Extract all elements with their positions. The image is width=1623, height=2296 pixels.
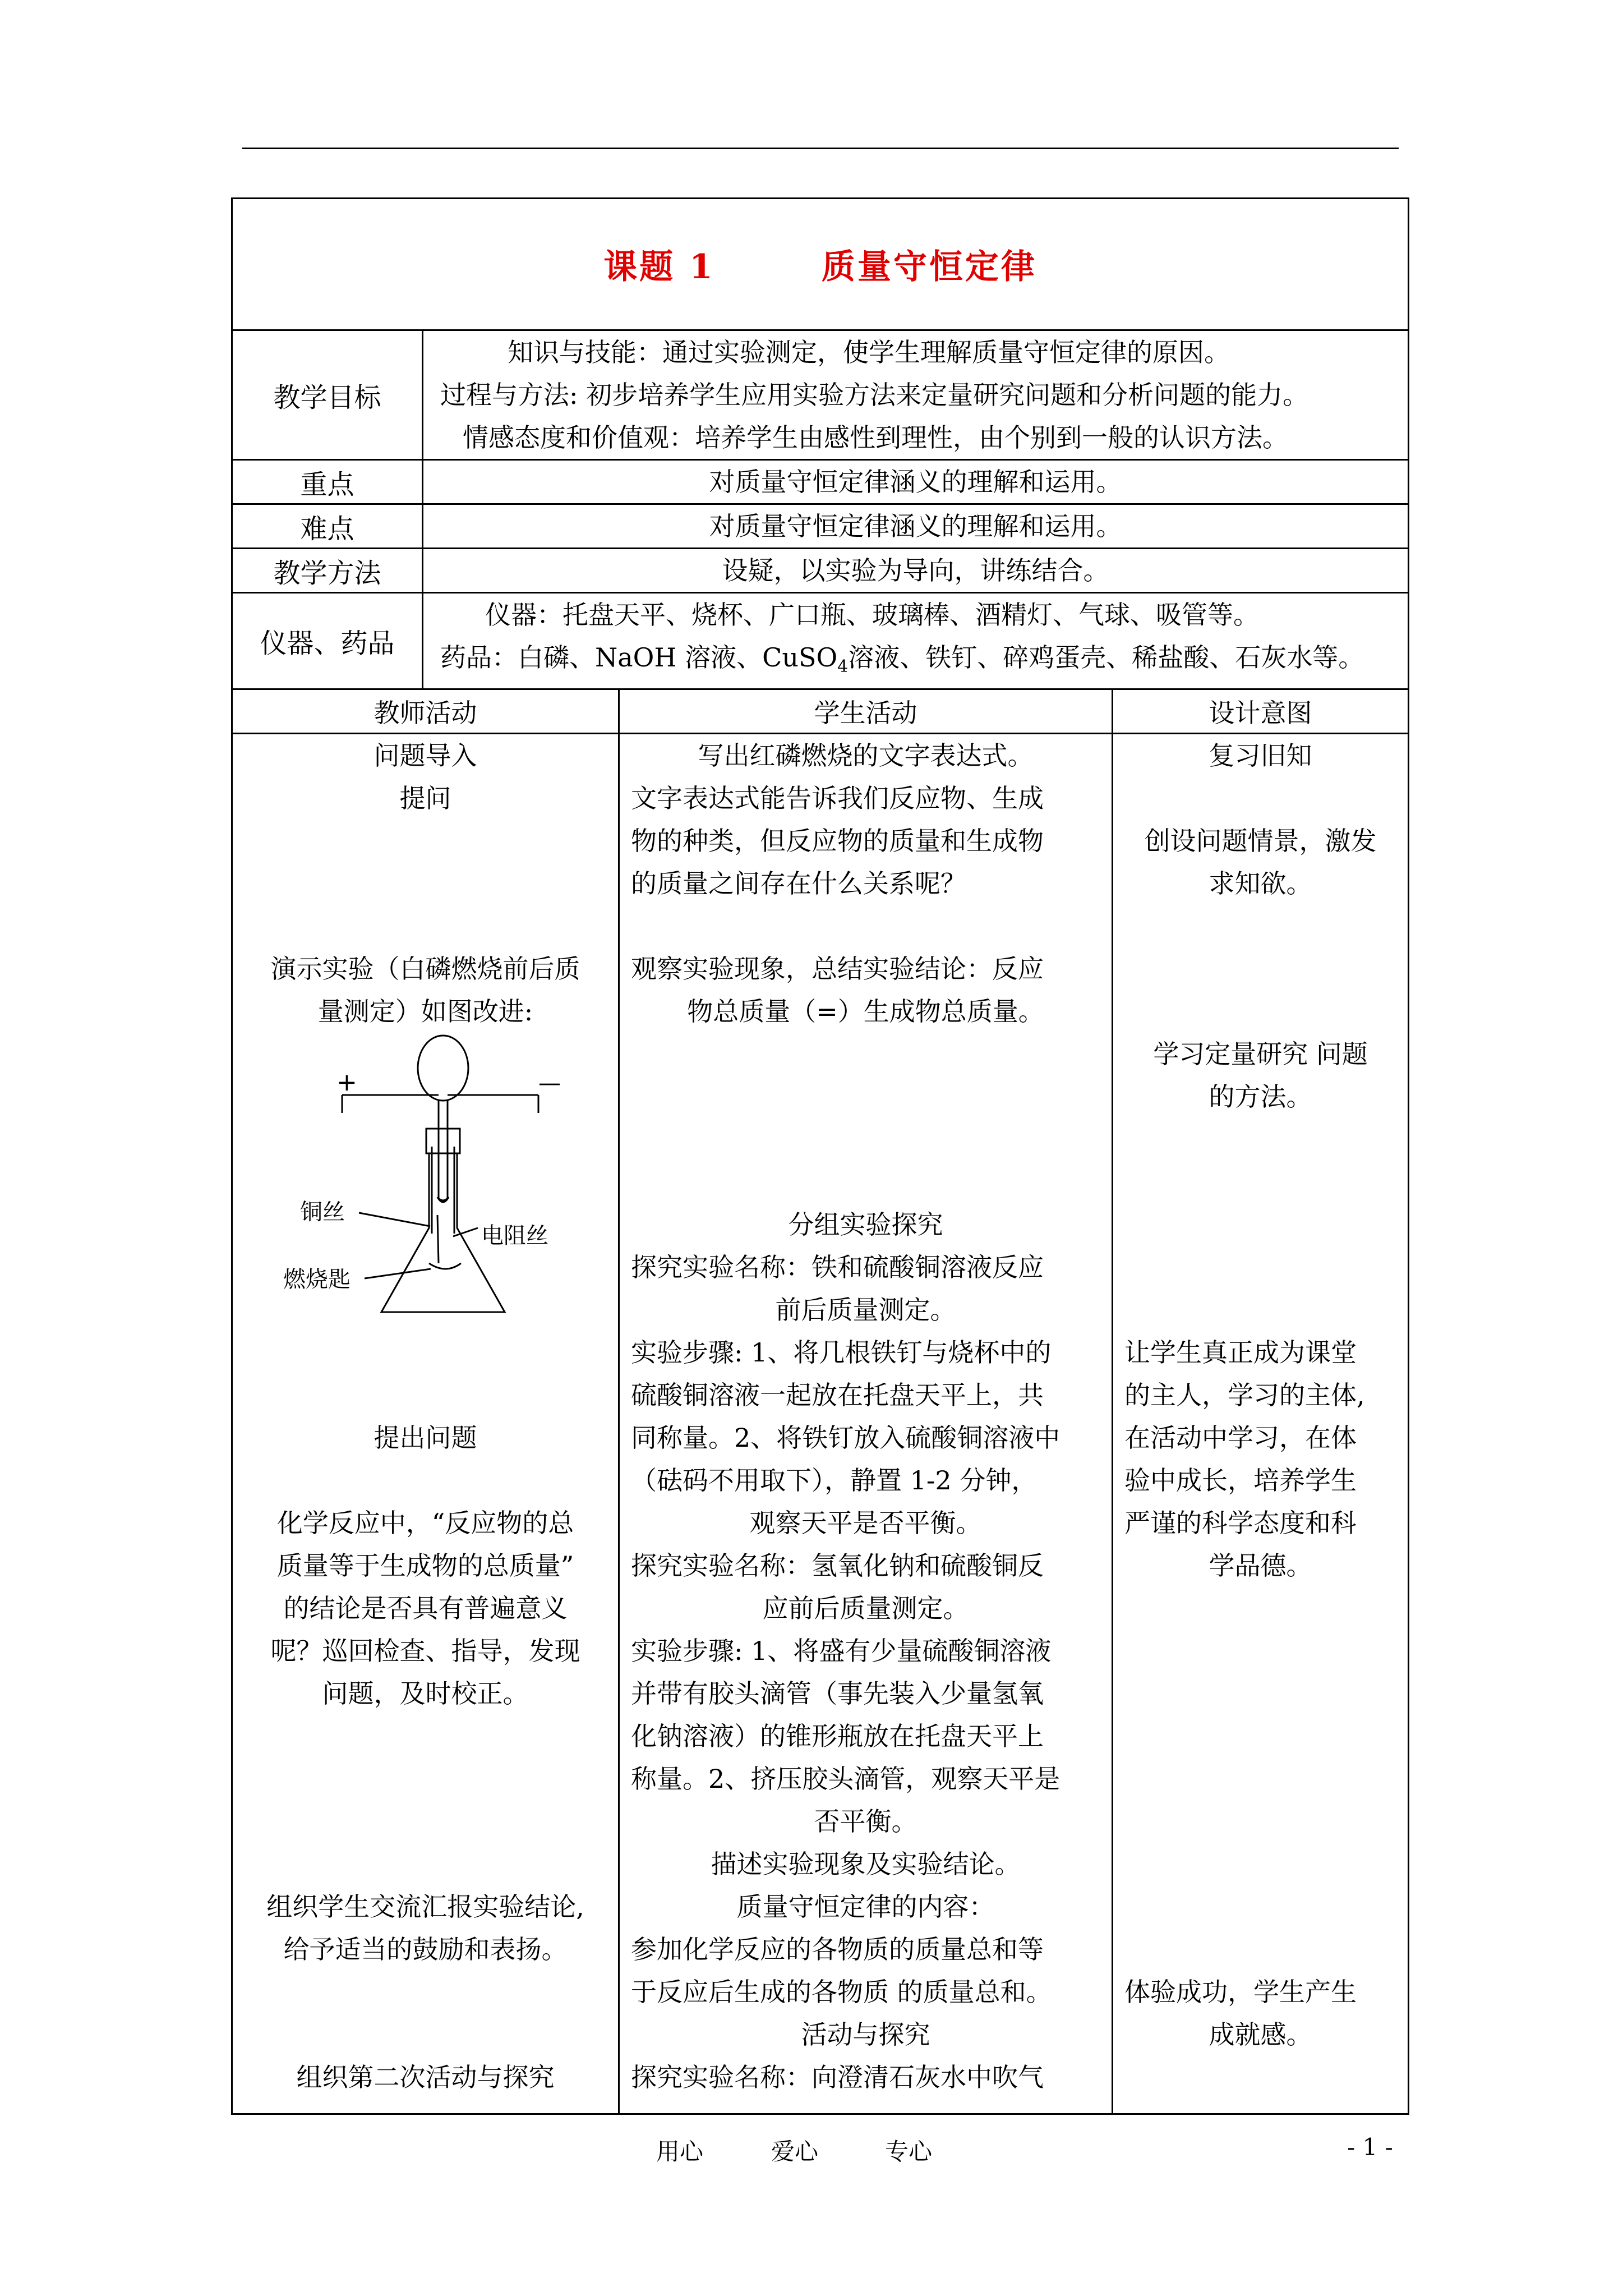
student-line: 物的种类，但反应物的质量和生成物 bbox=[631, 826, 1044, 857]
apparatus-diagram bbox=[275, 1034, 589, 1326]
header-student: 学生活动 bbox=[619, 689, 1113, 734]
design-line: 体验成功，学生产生 bbox=[1124, 1977, 1357, 2008]
footer-text-3: 专心 bbox=[885, 2138, 933, 2165]
teacher-line: 演示实验（白磷燃烧前后质 bbox=[270, 954, 580, 984]
student-line: 否平衡。 bbox=[814, 1806, 917, 1837]
header-rule bbox=[242, 148, 1399, 149]
teacher-line: 组织学生交流汇报实验结论, bbox=[266, 1892, 584, 1922]
copper-wire-label: 铜丝 bbox=[300, 1199, 345, 1226]
student-line: 质量守恒定律的内容： bbox=[736, 1892, 995, 1922]
teacher-column bbox=[232, 734, 619, 2114]
student-line: 称量。2、挤压胶头滴管，观察天平是 bbox=[631, 1764, 1061, 1795]
student-line: 前后质量测定。 bbox=[775, 1295, 956, 1326]
design-column bbox=[1113, 734, 1409, 2114]
resistance-wire-label: 电阻丝 bbox=[481, 1223, 548, 1249]
student-line: （砝码不用取下），静置 1-2 分钟， bbox=[631, 1465, 1038, 1496]
difficulty-value: 对质量守恒定律涵义的理解和运用。 bbox=[423, 504, 1409, 549]
method-label: 教学方法 bbox=[232, 549, 423, 593]
method-value: 设疑，以实验为导向，讲练结合。 bbox=[423, 549, 1409, 593]
design-line: 的方法。 bbox=[1209, 1082, 1312, 1112]
footer-text-1: 用心 bbox=[656, 2138, 704, 2165]
equipment-label: 仪器、药品 bbox=[232, 593, 423, 689]
teacher-line: 给予适当的鼓励和表扬。 bbox=[283, 1934, 568, 1965]
teacher-line: 问题导入 bbox=[374, 740, 477, 771]
student-line: 探究实验名称：氢氧化钠和硫酸铜反 bbox=[631, 1550, 1044, 1581]
key-point-label: 重点 bbox=[232, 460, 423, 504]
difficulty-label: 难点 bbox=[232, 504, 423, 549]
student-line: 分组实验探究 bbox=[788, 1209, 943, 1240]
student-line: 硫酸铜溶液一起放在托盘天平上，共 bbox=[631, 1380, 1044, 1411]
student-line: 应前后质量测定。 bbox=[762, 1593, 969, 1624]
design-line: 求知欲。 bbox=[1209, 868, 1312, 899]
equipment-value: 仪器：托盘天平、烧杯、广口瓶、玻璃棒、酒精灯、气球、吸管等。 药品：白磷、NaOH 溶液、CuSO$_4$溶液、铁钉、碎鸡蛋壳、稀盐酸、石灰水等。 bbox=[423, 593, 1409, 689]
teacher-line: 质量等于生成物的总质量” bbox=[276, 1550, 574, 1581]
student-line: 描述实验现象及实验结论。 bbox=[711, 1849, 1021, 1880]
key-point-value: 对质量守恒定律涵义的理解和运用。 bbox=[423, 460, 1409, 504]
student-line: 参加化学反应的各物质的质量总和等 bbox=[631, 1934, 1044, 1965]
balloon-shape bbox=[418, 1036, 468, 1101]
student-line: 探究实验名称：向澄清石灰水中吹气 bbox=[631, 2062, 1044, 2093]
footer-text-2: 爱心 bbox=[771, 2138, 819, 2165]
title-cell bbox=[232, 199, 1409, 330]
student-line: 活动与探究 bbox=[801, 2019, 930, 2050]
design-line: 的主人，学习的主体, bbox=[1124, 1380, 1365, 1411]
spoon-label: 燃烧匙 bbox=[283, 1267, 351, 1293]
teacher-line: 问题，及时校正。 bbox=[322, 1678, 529, 1709]
student-line: 写出红磷燃烧的文字表达式。 bbox=[698, 740, 1034, 771]
teacher-line: 量测定）如图改进: bbox=[317, 996, 533, 1027]
teacher-line: 提问 bbox=[399, 783, 451, 814]
design-line: 创设问题情景，激发 bbox=[1144, 826, 1377, 857]
student-line: 的质量之间存在什么关系呢？ bbox=[631, 868, 966, 899]
design-line: 复习旧知 bbox=[1209, 740, 1312, 771]
student-line: 观察天平是否平衡。 bbox=[749, 1508, 982, 1539]
design-line: 让学生真正成为课堂 bbox=[1124, 1337, 1357, 1368]
objectives-label: 教学目标 bbox=[232, 330, 423, 460]
teacher-line: 提出问题 bbox=[374, 1423, 477, 1453]
header-design: 设计意图 bbox=[1113, 689, 1409, 734]
header-teacher: 教师活动 bbox=[232, 689, 619, 734]
student-line: 物总质量（=）生成物总质量。 bbox=[687, 996, 1044, 1027]
plus-label: + bbox=[336, 1068, 357, 1097]
design-line: 严谨的科学态度和科 bbox=[1124, 1508, 1357, 1539]
design-line: 成就感。 bbox=[1209, 2019, 1312, 2050]
student-line: 化钠溶液）的锥形瓶放在托盘天平上 bbox=[631, 1721, 1044, 1752]
design-line: 学习定量研究 问题 bbox=[1153, 1039, 1368, 1070]
design-line: 在活动中学习，在体 bbox=[1124, 1423, 1357, 1453]
teacher-line: 的结论是否具有普遍意义 bbox=[283, 1593, 568, 1624]
student-line: 观察实验现象，总结实验结论：反应 bbox=[631, 954, 1044, 984]
design-line: 学品德。 bbox=[1209, 1550, 1312, 1581]
student-line: 实验步骤: 1、将盛有少量硫酸铜溶液 bbox=[631, 1636, 1052, 1667]
student-column bbox=[619, 734, 1113, 2114]
student-line: 同称量。2、将铁钉放入硫酸铜溶液中 bbox=[631, 1423, 1061, 1453]
teacher-line: 组织第二次活动与探究 bbox=[296, 2062, 555, 2093]
objectives-value: 知识与技能：通过实验测定，使学生理解质量守恒定律的原因。 过程与方法: 初步培养学生应用实验方法来定量研究问题和分析问题的能力。 情感态度和价值观：培养学生由感性到理性，由个别到一般的认识方法。 bbox=[423, 330, 1409, 460]
lesson-plan-table bbox=[231, 197, 1409, 2115]
teacher-line: 呢？巡回检查、指导，发现 bbox=[270, 1636, 580, 1667]
student-line: 探究实验名称：铁和硫酸铜溶液反应 bbox=[631, 1252, 1044, 1283]
teacher-line: 化学反应中，“反应物的总 bbox=[276, 1508, 574, 1539]
student-line: 文字表达式能告诉我们反应物、生成 bbox=[631, 783, 1044, 814]
student-line: 于反应后生成的各物质 的质量总和。 bbox=[631, 1977, 1052, 2008]
minus-label: — bbox=[538, 1070, 561, 1097]
design-line: 验中成长，培养学生 bbox=[1124, 1465, 1357, 1496]
page-number: - 1 - bbox=[1347, 2133, 1393, 2161]
student-line: 并带有胶头滴管（事先装入少量氢氧 bbox=[631, 1678, 1044, 1709]
student-line: 实验步骤: 1、将几根铁钉与烧杯中的 bbox=[631, 1337, 1052, 1368]
lesson-title: 课题 1 质量守恒定律 bbox=[603, 247, 1037, 287]
